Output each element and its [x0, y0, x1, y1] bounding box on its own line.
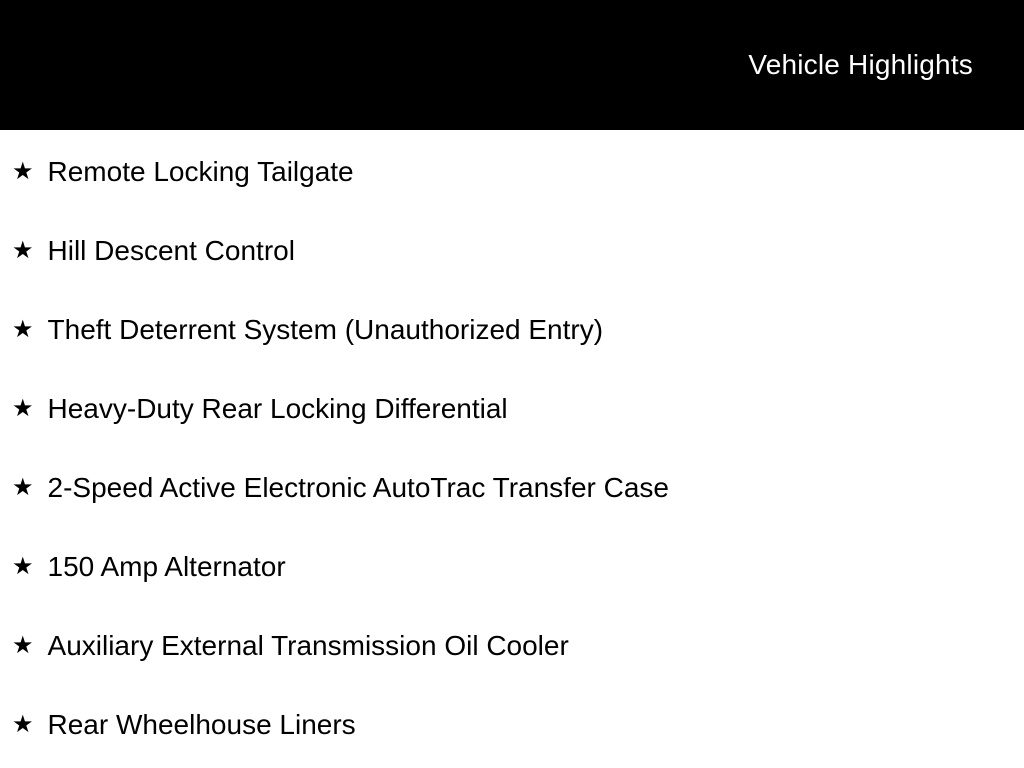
star-icon: ★ — [12, 157, 34, 185]
list-item — [12, 550, 1024, 583]
star-icon: ★ — [12, 710, 34, 738]
highlight-label: Heavy-Duty Rear Locking Differential — [47, 393, 508, 424]
highlight-label: Auxiliary External Transmission Oil Cooler — [47, 630, 569, 661]
list-item — [12, 629, 1024, 662]
list-item — [12, 708, 1024, 741]
list-item — [12, 155, 1024, 188]
highlight-label: 150 Amp Alternator — [47, 551, 286, 582]
highlight-label: Theft Deterrent System (Unauthorized Entry) — [47, 314, 604, 345]
star-icon: ★ — [12, 473, 34, 501]
vehicle-highlights-list — [0, 130, 1024, 741]
star-icon: ★ — [12, 631, 34, 659]
list-item — [12, 471, 1024, 504]
star-icon: ★ — [12, 315, 34, 343]
highlight-label: Rear Wheelhouse Liners — [47, 709, 356, 740]
star-icon: ★ — [12, 394, 34, 422]
star-icon: ★ — [12, 236, 34, 264]
header-bar — [0, 0, 1024, 130]
star-icon: ★ — [12, 552, 34, 580]
highlight-label: Hill Descent Control — [47, 235, 295, 266]
list-item — [12, 313, 1024, 346]
list-item — [12, 392, 1024, 425]
highlight-label: 2-Speed Active Electronic AutoTrac Transfer Case — [47, 472, 669, 503]
page-title: Vehicle Highlights — [748, 49, 973, 80]
highlight-label: Remote Locking Tailgate — [47, 156, 354, 187]
list-item — [12, 234, 1024, 267]
